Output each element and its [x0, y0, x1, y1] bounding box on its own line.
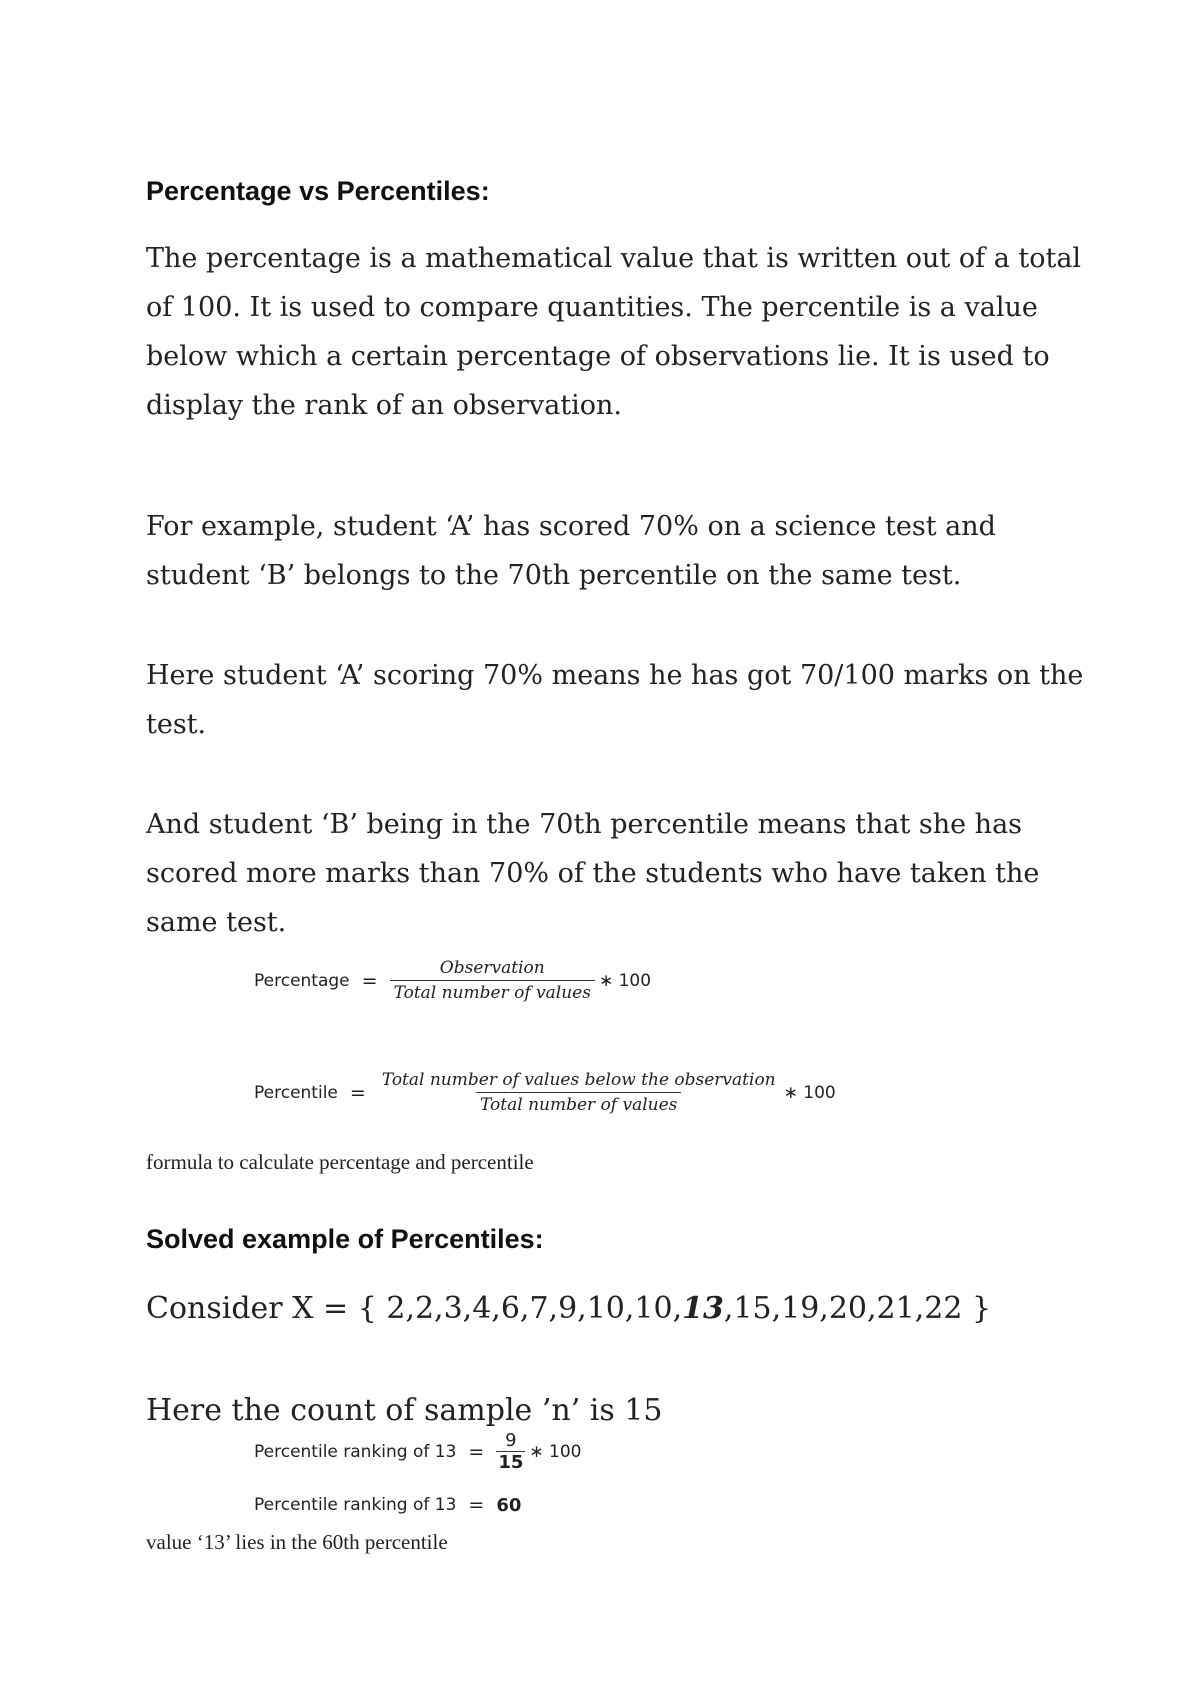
fraction: [390, 958, 595, 1003]
intro-paragraph: The percentage is a mathematical value that is written out of a total of 100. It is used to compare quantities. The percentile is a value below which a certain percentage of observations lie. It is used to display the rank of an observation.: [146, 243, 1082, 421]
section-heading-solved-example: Solved example of Percentiles:: [146, 1224, 544, 1254]
multiplier: ∗ 100: [598, 970, 652, 991]
percentile-ranking-result: [254, 1494, 521, 1516]
formula-label: Percentile ranking of 13: [254, 1495, 457, 1515]
percentile-ranking-formula: [254, 1430, 582, 1473]
set-prefix: Consider X = { 2,2,3,4,6,7,9,10,10,: [146, 1291, 683, 1326]
set-highlighted-value: 13: [682, 1291, 724, 1326]
conclusion-caption: value ‘13’ lies in the 60th percentile: [146, 1530, 448, 1554]
fraction-denominator: Total number of values: [476, 1092, 681, 1115]
explanation-b-paragraph: And student ‘B’ being in the 70th percentile means that she has scored more marks than 70% of the students who have taken the same test.: [146, 809, 1040, 938]
explanation-a-paragraph: Here student ‘A’ scoring 70% means he has got 70/100 marks on the test.: [146, 660, 1084, 740]
section-heading-percentage-vs-percentiles: Percentage vs Percentiles:: [146, 176, 490, 206]
equals-sign: =: [468, 1440, 485, 1463]
percentile-formula: [254, 1070, 836, 1115]
formula-label: Percentage: [254, 970, 350, 991]
formula-caption: formula to calculate percentage and percentile: [146, 1150, 534, 1174]
fraction-denominator: Total number of values: [390, 980, 595, 1003]
equals-sign: =: [468, 1494, 485, 1516]
equals-sign: =: [361, 969, 378, 992]
fraction: [378, 1070, 780, 1115]
multiplier: ∗ 100: [529, 1441, 582, 1462]
set-suffix: ,15,19,20,21,22 }: [723, 1291, 992, 1326]
multiplier: ∗ 100: [783, 1082, 836, 1103]
result-value: 60: [496, 1494, 522, 1516]
fraction-numerator: Total number of values below the observation: [381, 1070, 776, 1090]
fraction-numerator: 9: [505, 1430, 517, 1451]
formula-label: Percentile: [254, 1082, 338, 1103]
fraction-denominator: 15: [498, 1452, 524, 1473]
fraction-numerator: Observation: [439, 958, 545, 978]
sample-count-line: Here the count of sample ’n’ is 15: [146, 1393, 663, 1428]
percentage-formula: [254, 958, 651, 1003]
formula-label: Percentile ranking of 13: [254, 1441, 457, 1462]
example-paragraph: For example, student ‘A’ has scored 70% on a science test and student ‘B’ belongs to the 70th percentile on the same test.: [146, 511, 996, 591]
fraction: [496, 1430, 525, 1473]
data-set-line: [146, 1291, 991, 1326]
equals-sign: =: [349, 1081, 366, 1104]
